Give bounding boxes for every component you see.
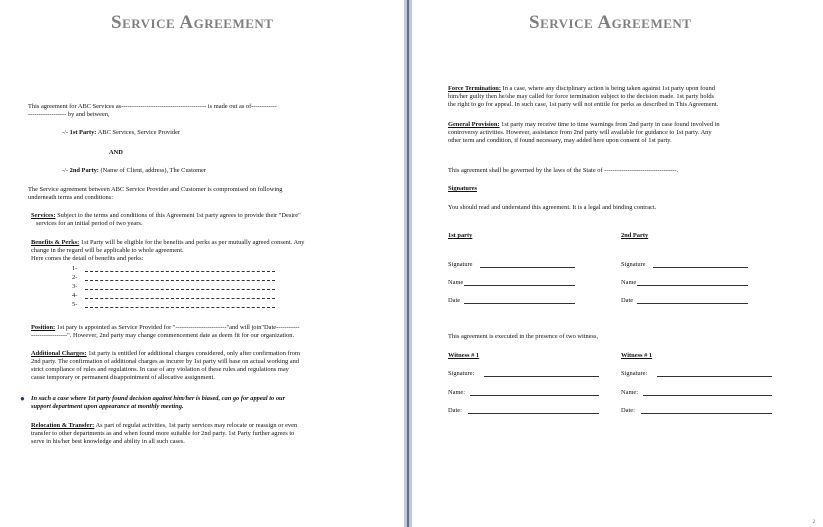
witness-text: This agreement is executed in the presence of two witness, [448, 333, 599, 340]
first-party-date-line[interactable] [464, 303, 575, 304]
force-text: In a case, where any disciplinary action is being taken against 1st party upon found [502, 85, 715, 92]
second-party-signature-label: Signature [621, 261, 646, 268]
first-party-heading: 1st party [448, 232, 473, 239]
left-witness-name-line[interactable] [470, 395, 599, 396]
second-party-row: -/- 2nd Party: (Name of Client, address), The Customer [62, 167, 207, 174]
relocation-text: As part of regulat activities, 1st party services may relocate or reassign or even [95, 422, 298, 429]
first-party-name-line[interactable] [464, 285, 575, 286]
left-witness-date-line[interactable] [468, 413, 599, 414]
benefits-label: Benefits & Perks: [31, 239, 80, 246]
right-witness-date-line[interactable] [641, 413, 772, 414]
force-line-2: him/her guilty then he/she may called for force termination subject to the decision made. 1st party holds [448, 93, 715, 100]
charges-line-1 [31, 350, 300, 358]
benefit-item-4-line [85, 298, 275, 299]
benefits-line-2: change in the regard will be applicable to whole agreement. [31, 247, 184, 254]
right-witness-name-label: Name: [621, 389, 639, 396]
services-text: Subject to the terms and conditions of this Agreement 1st party agrees to provide their "Desire" [57, 212, 301, 219]
first-party-signature-line[interactable] [480, 267, 575, 268]
bullet-icon: ● [20, 394, 25, 403]
general-line-1 [448, 121, 720, 129]
charges-line-4: cause temporary or permanent disappointment of allocative assignment. [31, 374, 215, 381]
first-party-row: -/- 1st Party: ABC Services, Service Provider [62, 129, 181, 136]
benefit-item-2-line [85, 280, 275, 281]
charges-label: Additional Charges: [31, 350, 87, 357]
signatures-heading: Signatures [448, 185, 478, 192]
charges-line-2: 2nd party. The confirmation of additional charges as incurer by 1st party will base on actual working and [31, 358, 300, 365]
intro-line-2: ------------------ by and between, [28, 111, 110, 118]
page-one [0, 0, 404, 527]
page-divider [404, 0, 412, 527]
benefit-item-3: 3- [72, 283, 78, 290]
left-witness-name-label: Name: [448, 389, 466, 396]
second-party-date-label: Date [621, 297, 634, 304]
second-party-name-line[interactable] [637, 285, 748, 286]
benefits-text: 1st Party will be eligible for the benefits and perks as per mutually agreed consent. Any [80, 239, 305, 246]
first-party-signature-label: Signature [448, 261, 473, 268]
charges-text: 1st party is entitled for additional charges considered, only after confirmation from [88, 350, 300, 357]
relocation-label: Relocation & Transfer: [31, 422, 95, 429]
first-party-name-label: Name [448, 279, 464, 286]
benefit-item-5-line [85, 307, 275, 308]
relocation-line-1 [31, 422, 297, 430]
page-title: Service Agreement [111, 12, 274, 33]
terms-line-1: The Service agreement between ABC Service Provider and Customer is compromised on following [28, 186, 283, 193]
second-party-heading: 2nd Party [621, 232, 649, 239]
services-line-2: services for an initial period of two years. [36, 220, 143, 227]
left-witness-signature-label: Signature: [448, 370, 475, 377]
force-line-3: the right to go for appeal. In such case, 1st party will not entitle for perks as described in This Agreement. [448, 101, 719, 108]
second-party-label: 2nd Party: [69, 167, 99, 174]
general-line-3: other term and condition, if found necessary, may added here upon consent of 1st party. [448, 137, 672, 144]
bias-line-2: support department upon appearance at monthly meeting. [31, 403, 184, 410]
page-two [412, 0, 823, 527]
position-line-1 [31, 324, 300, 332]
position-line-2: -----------------". However, 2nd party may change commencement date as deem fit for our organization. [31, 332, 295, 339]
first-party-date-label: Date [448, 297, 461, 304]
benefit-item-5: 5- [72, 301, 78, 308]
benefits-line-3: Here comes the detail of benefits and perks: [31, 255, 144, 262]
terms-line-2: underneath terms and conditions: [28, 194, 114, 201]
force-line-1 [448, 85, 715, 93]
general-text: 1st party may receive time to time warnings from 2nd party in case found involved in [501, 121, 720, 128]
benefit-item-3-line [85, 289, 275, 290]
page-number: 2 [812, 520, 815, 525]
left-witness-signature-line[interactable] [484, 376, 599, 377]
second-party-value: (Name of Client, address), The Customer [100, 167, 207, 174]
benefit-item-1: 1- [72, 265, 78, 272]
divider-bar [407, 0, 409, 527]
relocation-line-2: transfer to other departments as and when found more suitable for 2nd party. 1st Party further agrees to [31, 430, 295, 437]
bias-line-1: In such a case where 1st party found decision against him/her is biased, can go for appeal to our [31, 395, 286, 402]
charges-line-3: strict compliance of rules and regulations. In case of any violation of these rules and regulations may [31, 366, 289, 373]
second-party-signature-line[interactable] [653, 267, 748, 268]
relocation-line-3: serve in his/her best knowledge and ability in all such cases. [31, 438, 185, 445]
benefit-item-4: 4- [72, 292, 78, 299]
governed-text: This agreement shall be governed by the laws of the State of ----------------------------------. [448, 167, 679, 174]
right-witness-date-label: Date: [621, 407, 635, 414]
first-party-label: 1st Party: [69, 129, 97, 136]
page-title: Service Agreement [529, 12, 692, 33]
and-label: AND [109, 149, 123, 156]
right-witness-signature-label: Signature: [621, 370, 648, 377]
intro-line-1: This agreement for ABC Services as---------------------------------------- is made out as of------------ [28, 103, 277, 110]
witness-1-heading-left: Witness # 1 [448, 352, 480, 359]
force-label: Force Termination: [448, 85, 501, 92]
left-witness-date-label: Date: [448, 407, 462, 414]
first-party-value: ABC Services, Service Provider [97, 129, 181, 136]
witness-1-heading-right: Witness # 1 [621, 352, 653, 359]
second-party-name-label: Name [621, 279, 637, 286]
position-text: 1st pary is appointed as Service Provided for "------------------------"and will join"Date----------- [56, 324, 300, 331]
second-party-date-line[interactable] [637, 303, 748, 304]
right-witness-signature-line[interactable] [657, 376, 772, 377]
benefit-item-1-line [85, 271, 275, 272]
benefit-item-2: 2- [72, 274, 78, 281]
signatures-text: You should read and understand this agreement. It is a legal and binding contract. [448, 204, 657, 211]
services-line-1 [31, 212, 301, 220]
general-label: General Provision: [448, 121, 500, 128]
general-line-2: controversy activities. However, assistance from 2nd party will available for guidance to 1st party. Any [448, 129, 712, 136]
position-label: Position: [31, 324, 56, 331]
right-witness-name-line[interactable] [643, 395, 772, 396]
services-label: Services: [31, 212, 56, 219]
benefits-line-1 [31, 239, 305, 247]
